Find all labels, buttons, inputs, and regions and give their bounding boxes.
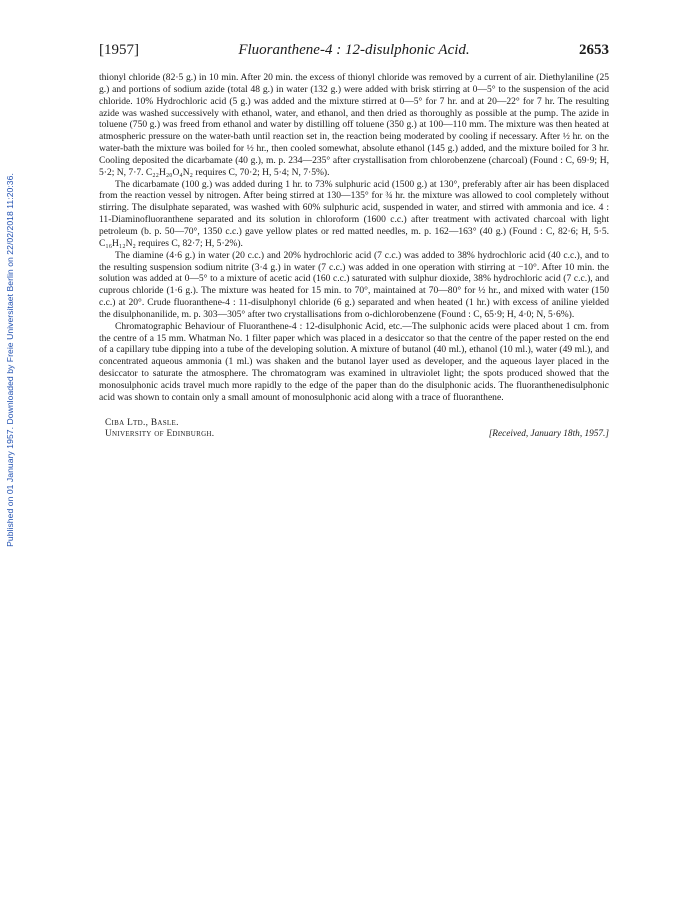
paragraph-2: The dicarbamate (100 g.) was added during 1 hr. to 73% sulphuric acid (1500 g.) at 130°, preferably after air has been displaced from the reaction vessel by nitrogen. After being stirred at 130—135° for ¾ hr. the mixture was allowed to cool completely without stirring. The disulphate separated, was washed with 60% sulphuric acid, suspended in water, and stirred with ammonia and ice. 4 : 11-Diaminofluoranthene separated and its solution in chloroform (1600 c.c.) after treatment with activated charcoal with light petroleum (b. p. 50—70°, 1350 c.c.) gave yellow plates or red matted needles, m. p. 162—163° (40 g.) (Found : C, 82·6; H, 5·5. C₁₆H₁₂N₂ requires C, 82·7; H, 5·2%).: [99, 178, 609, 249]
running-header: [99, 42, 609, 66]
journal-page: [99, 42, 609, 448]
download-stamp-text: Published on 01 January 1957. Downloaded by Freie Universitaet Berlin on 22/02/2018 11:20:36.: [5, 173, 15, 547]
received-date: [Received, January 18th, 1957.]: [488, 429, 609, 440]
affiliation-ciba: Ciba Ltd., Basle.: [105, 417, 179, 428]
article-body: [99, 72, 609, 404]
header-title: Fluoranthene-4 : 12-disulphonic Acid.: [238, 42, 470, 58]
paragraph-1: thionyl chloride (82·5 g.) in 10 min. After 20 min. the excess of thionyl chloride was removed by a current of air. Diethylaniline (25 g.) and portions of sodium azide (total 48 g.) in water (132 g.) were added with brisk stirring at 0—5° to the suspension of the acid chloride. 10% Hydrochloric acid (5 g.) was added and the mixture stirred at 0—5° for 7 hr. and at 20—22° for 7 hr. The resulting azide was washed successively with ethanol, water, and ethanol, and then dried as thoroughly as possible at the pump. The azide in toluene (750 g.) was freed from ethanol and water by distilling off toluene (350 g.) at 100—110 mm. The mixture was then heated at atmospheric pressure on the water-bath until reaction set in, the reaction being moderated by cooling if necessary. After ½ hr. on the water-bath the mixture was boiled for ½ hr., then cooled somewhat, absolute ethanol (145 g.) added, and the mixture boiled for 3 hr. Cooling deposited the dicarbamate (40 g.), m. p. 234—235° after crystallisation from chlorobenzene (charcoal) (Found : C, 69·9; H, 5·2; N, 7·7. C₂₂H₂₀O₄N₂ requires C, 70·2; H, 5·4; N, 7·5%).: [99, 72, 609, 178]
header-year: [1957]: [99, 42, 139, 58]
article-footer: [99, 418, 609, 448]
paragraph-4: Chromatographic Behaviour of Fluoranthene-4 : 12-disulphonic Acid, etc.—The sulphonic acids were placed about 1 cm. from the centre of a 15 mm. Whatman No. 1 filter paper which was placed in a desiccator so that the centre of the paper rested on the end of a capillary tube dipping into a tube of the developing solution. A mixture of butanol (40 ml.), ethanol (10 ml.), water (49 ml.), and concentrated aqueous ammonia (1 ml.) was shaken and the butanol layer used as developer, and the aqueous layer placed in the desiccator to saturate the atmosphere. The chromatogram was examined in ultraviolet light; the spots produced showed that the monosulphonic acids travel much more rapidly to the edge of the paper than do the disulphonic acids. The fluoranthenedisulphonic acid was shown to contain only a small amount of monosulphonic acid along with a trace of fluoranthene.: [99, 320, 609, 403]
download-stamp: [2, 140, 18, 580]
affiliation-edinburgh: University of Edinburgh.: [105, 429, 215, 440]
header-page-number: 2653: [579, 42, 609, 58]
affiliations: [105, 418, 214, 441]
paragraph-3: The diamine (4·6 g.) in water (20 c.c.) and 20% hydrochloric acid (7 c.c.) was added to 38% hydrochloric acid (40 c.c.), and to the resulting suspension sodium nitrite (3·4 g.) in water (7 c.c.) was added in one operation with stirring at −10°. After 10 min. the solution was added at 0—5° to a mixture of acetic acid (160 c.c.) saturated with sulphur dioxide, 38% hydrochloric acid (7 c.c.), and cuprous chloride (1·6 g.). The mixture was heated for 15 min. to 70°, maintained at 70—80° for ½ hr., and mixed with water (150 c.c.) at 20°. Crude fluoranthene-4 : 11-disulphonyl chloride (6 g.) separated and when heated (1 hr.) with excess of aniline yielded the disulphonanilide, m. p. 303—305° after two crystallisations from o-dichlorobenzene (Found : C, 65·9; H, 4·0; N, 5·6%).: [99, 249, 609, 320]
